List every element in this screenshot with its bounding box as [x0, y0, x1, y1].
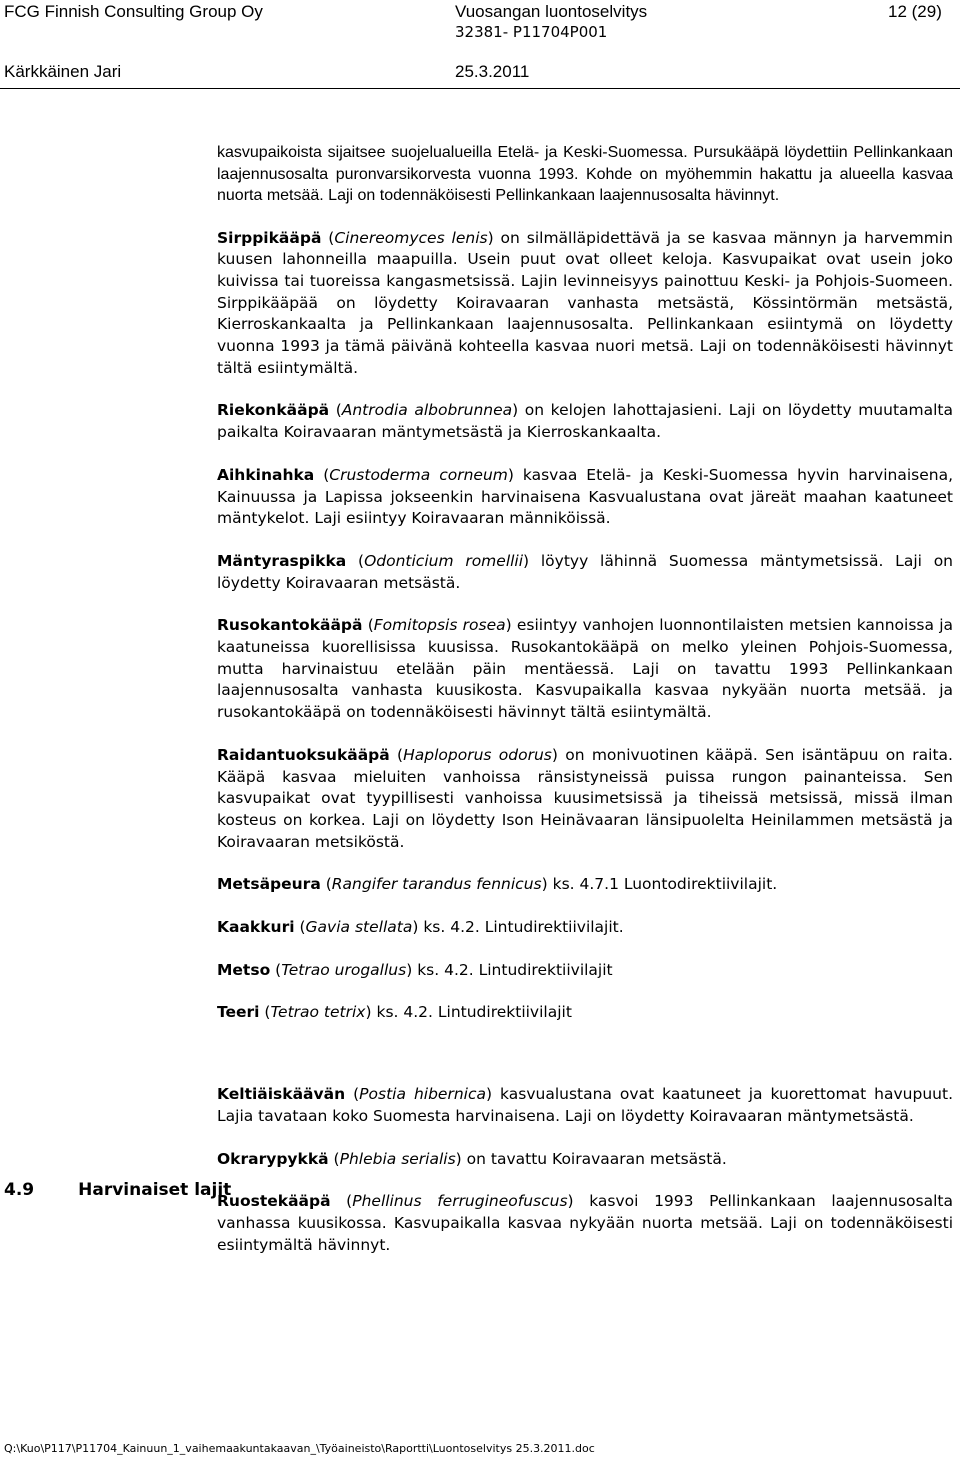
species-name: Ruostekääpä: [217, 1192, 331, 1211]
latin-name: Postia hibernica: [359, 1085, 486, 1104]
entry-text: kasvualustana ovat kaatuneet ja kuorettomat havupuut. Lajia tavataan koko Suomesta harvinaisena. Laji on löydetty Koiravaaran mäntymetsästä.: [217, 1085, 953, 1125]
document-title: Vuosangan luontoselvitys: [455, 2, 648, 21]
entry-paragraph: Kaakkuri (Gavia stellata) ks. 4.2. Lintudirektiivilajit.: [217, 918, 624, 937]
entry-paragraph: Riekonkääpä (Antrodia albobrunnea) on kelojen lahottajasieni. Laji on löydetty muutamalta paikalta Koiravaaran mäntymetsästä ja Kierroskankaalta.: [217, 401, 953, 442]
header-rule: [0, 88, 960, 89]
entry-paragraph: Metso (Tetrao urogallus) ks. 4.2. Lintudirektiivilajit: [217, 960, 613, 979]
latin-name: Tetrao urogallus: [281, 960, 407, 979]
entry-text: ks. 4.2. Lintudirektiivilajit: [412, 960, 613, 979]
section-number: 4.9: [4, 1180, 35, 1200]
latin-name: Tetrao tetrix: [270, 1003, 366, 1022]
document-number: 32381- P11704P001: [455, 23, 608, 41]
latin-name: Odonticium romellii: [364, 551, 524, 570]
species-name: Raidantuoksukääpä: [217, 745, 390, 764]
entry-text: ks. 4.7.1 Luontodirektiivilajit.: [547, 875, 778, 894]
section-title: Harvinaiset lajit: [78, 1180, 232, 1200]
species-name: Teeri: [217, 1003, 260, 1022]
latin-name: Fomitopsis rosea: [373, 616, 506, 635]
entry-paragraph: Metsäpeura (Rangifer tarandus fennicus) ks. 4.7.1 Luontodirektiivilajit.: [217, 875, 778, 894]
date: 25.3.2011: [455, 62, 530, 81]
entry-paragraph: Rusokantokääpä (Fomitopsis rosea) esiintyy vanhojen luonnontilaisten metsien kannoissa ja kaatuneissa kuorellisissa kuusissa. Rusokantokääpä on melko yleinen Pohjois-Suomessa, mutta harvinaistuu etelään päin mentäessä. Laji on tavattu 1993 Pellinkankaan laajennusosalta vanhasta kuusikosta. Kasvupaikalla kasvaa nykyään nuorta metsää. ja rusokantokääpä on todennäköisesti hävinnyt tältä esiintymältä.: [217, 616, 953, 722]
species-name: Kaakkuri: [217, 918, 295, 937]
file-path-footer: Q:\Kuo\P117\P11704_Kainuun_1_vaihemaakuntakaavan_\Työaineisto\Raportti\Luontoselvitys 25.3.2011.doc: [4, 1442, 595, 1455]
species-name: Mäntyraspikka: [217, 551, 347, 570]
page-number: 12 (29): [888, 2, 942, 21]
species-name: Metsäpeura: [217, 875, 321, 894]
latin-name: Gavia stellata: [305, 918, 413, 937]
entry-paragraph: Mäntyraspikka (Odonticium romellii) löytyy lähinnä Suomessa mäntymetsissä. Laji on löydetty Koiravaaran metsästä.: [217, 551, 954, 592]
entry-paragraph: Teeri (Tetrao tetrix) ks. 4.2. Lintudirektiivilajit: [217, 1003, 572, 1022]
entry-paragraph: Raidantuoksukääpä (Haploporus odorus) on monivuotinen kääpä. Sen isäntäpuu on raita. Kääpä kasvaa mieluiten vanhoissa ränsistyneissä puissa rungon painanteissa. Sen kasvupaikat ovat tyypillisesti vanhoissa kuusimetsissä ja tiheissä metsissä, missä ilman kosteus on korkea. Laji on löydetty Ison Heinävaaran länsipuolelta Heinilammen metsästä ja Koiravaaran metsiköstä.: [217, 745, 953, 851]
species-name: Rusokantokääpä: [217, 616, 363, 635]
latin-name: Rangifer tarandus fennicus: [331, 875, 542, 894]
entry-text: kasvaa Etelä- ja Keski-Suomessa hyvin harvinaisena, Kainuussa ja Lapissa jokseenkin harvinaisena Kasvualustana ovat järeät maahan kaatuneet mäntykelot. Laji esiintyy Koiravaaran männiköissä.: [217, 465, 953, 528]
entry-paragraph: Okrarypykkä (Phlebia serialis) on tavattu Koiravaaran metsästä.: [217, 1149, 727, 1168]
body-text: [217, 142, 953, 1256]
species-name: Keltiäiskäävän: [217, 1085, 346, 1104]
section-heading: [4, 1180, 231, 1200]
intro-paragraph: kasvupaikoista sijaitsee suojelualueilla Etelä- ja Keski-Suomessa. Pursukääpä löydettiin Pellinkankaan laajennusosalta puronvarsikorvesta vuonna 1993. Kohde on myöhemmin hakattu ja alueella kasvaa nuorta metsää. Laji on todennäköisesti Pellinkankaan laajennusosalta hävinnyt.: [217, 144, 953, 204]
entry-text: esiintyy vanhojen luonnontilaisten metsien kannoissa ja kaatuneissa kuorellisissa kuusissa. Rusokantokääpä on melko yleinen Pohjois-Suomessa, mutta harvinaistuu etelään päin mentäessä. Laji on tavattu 1993 Pellinkankaan laajennusosalta vanhasta kuusikosta. Kasvupaikalla kasvaa nykyään nuorta metsää. ja rusokantokääpä on todennäköisesti hävinnyt tältä esiintymältä.: [217, 616, 953, 722]
species-name: Sirppikääpä: [217, 228, 322, 247]
latin-name: Phlebia serialis: [339, 1149, 456, 1168]
species-name: Aihkinahka: [217, 465, 315, 484]
entry-text: on tavattu Koiravaaran metsästä.: [461, 1149, 727, 1168]
entry-text: ks. 4.2. Lintudirektiivilajit.: [418, 918, 624, 937]
entry-text: on silmälläpidettävä ja se kasvaa männyn ja harvemmin kuusen lahonneilla maapuilla. Usein puut ovat olleet keloja. Kasvupaikat ovat usein joko kuivissa tai tuoreissa kangasmetsissä. Lajin levinneisyys painottuu Keski- ja Pohjois-Suomeen. Sirppikääpää on löydetty Koiravaaran vanhasta metsästä, Kössintörmän metsästä, Kierroskankaalta ja Pellinkankaan laajennusosalta. Pellinkankaan esiintymä on löydetty vuonna 1993 ja tämä päivänä kohteella kasvaa nuori metsä. Laji on todennäköisesti hävinnyt tältä esiintymältä.: [217, 228, 953, 377]
species-name: Riekonkääpä: [217, 401, 330, 420]
author: Kärkkäinen Jari: [4, 62, 122, 81]
entry-text: löytyy lähinnä Suomessa mäntymetsissä. Laji on löydetty Koiravaaran metsästä.: [217, 551, 954, 592]
entry-paragraph: Keltiäiskäävän (Postia hibernica) kasvualustana ovat kaatuneet ja kuorettomat havupuut. Lajia tavataan koko Suomesta harvinaisena. Laji on löydetty Koiravaaran mäntymetsästä.: [217, 1085, 953, 1125]
entry-text: on kelojen lahottajasieni. Laji on löydetty muutamalta paikalta Koiravaaran mäntymetsästä ja Kierroskankaalta.: [217, 401, 953, 442]
latin-name: Cinereomyces lenis: [334, 228, 488, 247]
species-name: Okrarypykkä: [217, 1149, 329, 1168]
entry-text: kasvoi 1993 Pellinkankaan laajennusosalta vanhassa kuusikossa. Kasvupaikalla kasvaa nykyään nuorta metsää. Laji on todennäköisesti esiintymältä hävinnyt.: [217, 1192, 953, 1254]
entry-paragraph: Aihkinahka (Crustoderma corneum) kasvaa Etelä- ja Keski-Suomessa hyvin harvinaisena, Kainuussa ja Lapissa jokseenkin harvinaisena Kasvualustana ovat järeät maahan kaatuneet mäntykelot. Laji esiintyy Koiravaaran männiköissä.: [217, 465, 953, 528]
latin-name: Antrodia albobrunnea: [341, 401, 513, 420]
entry-paragraph: Ruostekääpä (Phellinus ferrugineofuscus) kasvoi 1993 Pellinkankaan laajennusosalta vanhassa kuusikossa. Kasvupaikalla kasvaa nykyään nuorta metsää. Laji on todennäköisesti esiintymältä hävinnyt.: [217, 1192, 953, 1254]
latin-name: Haploporus odorus: [403, 745, 552, 764]
latin-name: Phellinus ferrugineofuscus: [352, 1192, 568, 1211]
entry-paragraph: Sirppikääpä (Cinereomyces lenis) on silmälläpidettävä ja se kasvaa männyn ja harvemmin kuusen lahonneilla maapuilla. Usein puut ovat olleet keloja. Kasvupaikat ovat usein joko kuivissa tai tuoreissa kangasmetsissä. Lajin levinneisyys painottuu Keski- ja Pohjois-Suomeen. Sirppikääpää on löydetty Koiravaaran vanhasta metsästä, Kössintörmän metsästä, Kierroskankaalta ja Pellinkankaan laajennusosalta. Pellinkankaan esiintymä on löydetty vuonna 1993 ja tämä päivänä kohteella kasvaa nuori metsä. Laji on todennäköisesti hävinnyt tältä esiintymältä.: [217, 228, 953, 377]
entry-text: on monivuotinen kääpä. Sen isäntäpuu on raita. Kääpä kasvaa mieluiten vanhoissa ränsistyneissä puissa rungon painanteissa. Sen kasvupaikat ovat tyypillisesti vanhoissa kuusimetsissä ja tiheissä metsissä, missä ilman kosteus on korkea. Laji on löydetty Ison Heinävaaran länsipuolelta Heinilammen metsästä ja Koiravaaran metsiköstä.: [217, 745, 953, 851]
company-name: FCG Finnish Consulting Group Oy: [4, 2, 263, 21]
species-name: Metso: [217, 960, 271, 979]
entry-text: ks. 4.2. Lintudirektiivilajit: [371, 1003, 572, 1022]
latin-name: Crustoderma corneum: [329, 465, 508, 484]
